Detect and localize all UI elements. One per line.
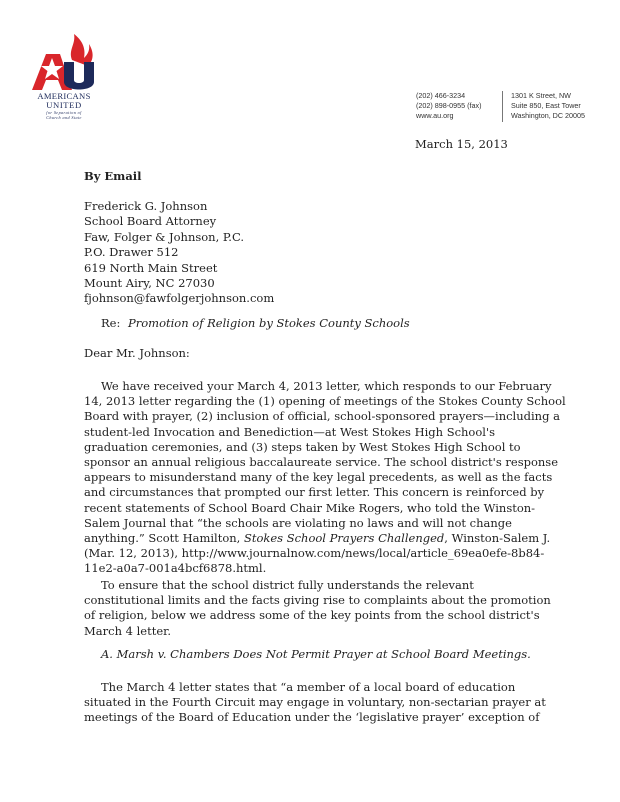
paragraph-line: and circumstances that prompted our first letter. This concern is reinforced by	[84, 485, 545, 500]
paragraph-line: Board with prayer, (2) inclusion of official, school-sponsored prayers—including a	[84, 409, 560, 424]
city-address: Washington, DC 20005	[511, 111, 586, 120]
recipient-title: School Board Attorney	[84, 214, 217, 229]
paragraph-line: (Mar. 12, 2013), http://www.journalnow.com/news/local/article_69ea0efe-8b84-	[84, 546, 545, 561]
contact-divider	[502, 91, 503, 122]
paragraph-line: graduation ceremonies, and (3) steps taken by West Stokes High School to	[84, 439, 521, 454]
logo-line-4: Church and State	[46, 115, 82, 120]
paragraph-line: The March 4 letter states that “a member of a local board of education	[101, 680, 516, 694]
contact-phone-block	[416, 91, 482, 121]
recipient-city: Mount Airy, NC 27030	[84, 276, 215, 291]
citation-title: Stokes School Prayers Challenged	[243, 531, 445, 546]
recipient-firm: Faw, Folger & Johnson, P.C.	[84, 229, 245, 244]
logo-line-1: AMERICANS	[37, 91, 91, 101]
recipient-name: Frederick G. Johnson	[84, 199, 208, 213]
paragraph-line: To ensure that the school district fully understands the relevant	[101, 578, 474, 592]
recipient-po-box: P.O. Drawer 512	[84, 245, 179, 260]
letter-u-shape	[64, 62, 94, 90]
suite-address: Suite 850, East Tower	[511, 101, 581, 110]
re-subject: Promotion of Religion by Stokes County Schools	[128, 316, 410, 330]
website-link[interactable]: www.au.org	[416, 111, 454, 120]
citation-suffix: , Winston-Salem J.	[444, 531, 551, 546]
paragraph-line: of religion, below we address some of the key points from the school district's	[84, 608, 540, 623]
paragraph-line: 11e2-a0a7-001a4bcf6878.html.	[84, 561, 267, 576]
fax-number: (202) 898-0955 (fax)	[416, 101, 482, 110]
paragraph-line: 14, 2013 letter regarding the (1) opening of meetings of the Stokes County School	[84, 394, 566, 409]
paragraph-line: March 4 letter.	[84, 623, 172, 638]
paragraph-line: Salem Journal that “the schools are violating no laws and will not change	[84, 515, 512, 530]
paragraph-3	[84, 680, 546, 726]
paragraph-line: student-led Invocation and Benediction—at West Stokes High School's	[84, 424, 496, 439]
section-heading-a: A. Marsh v. Chambers Does Not Permit Prayer at School Board Meetings.	[101, 647, 531, 661]
letter-date: March 15, 2013	[415, 137, 508, 151]
re-label: Re:	[101, 316, 121, 330]
logo-line-2: UNITED	[46, 100, 82, 110]
salutation: Dear Mr. Johnson:	[84, 346, 190, 360]
recipient-street: 619 North Main Street	[84, 260, 218, 275]
paragraph-line: We have received your March 4, 2013 letter, which responds to our February	[101, 379, 552, 393]
delivery-method: By Email	[84, 169, 142, 183]
paragraph-line: meetings of the Board of Education under the ‘legislative prayer’ exception of	[84, 710, 540, 725]
paragraph-line: constitutional limits and the facts giving rise to complaints about the promotion	[84, 593, 551, 608]
paragraph-line: situated in the Fourth Circuit may engage in voluntary, non-sectarian prayer at	[84, 695, 546, 710]
paragraph-line: appears to misunderstand many of the key legal precedents, as well as the facts	[84, 470, 553, 485]
recipient-email[interactable]: fjohnson@fawfolgerjohnson.com	[84, 291, 275, 306]
recipient-address	[84, 199, 274, 307]
street-address: 1301 K Street, NW	[511, 91, 571, 100]
logo-line-3: for Separation of	[46, 110, 82, 115]
contact-address-block	[511, 91, 585, 121]
paragraph-line: recent statements of School Board Chair Mike Rogers, who told the Winston-	[84, 500, 536, 515]
paragraph-2	[84, 578, 551, 639]
citation-prefix: anything.” Scott Hamilton,	[84, 531, 244, 546]
paragraph-line-citation	[84, 531, 551, 546]
subject-line	[101, 316, 410, 330]
paragraph-1	[84, 379, 566, 577]
logo-wordmark	[28, 92, 100, 120]
phone-number: (202) 466-3234	[416, 91, 466, 100]
flame-icon	[71, 34, 93, 66]
paragraph-line: sponsor an annual religious baccalaureate service. The school district's response	[84, 455, 559, 470]
